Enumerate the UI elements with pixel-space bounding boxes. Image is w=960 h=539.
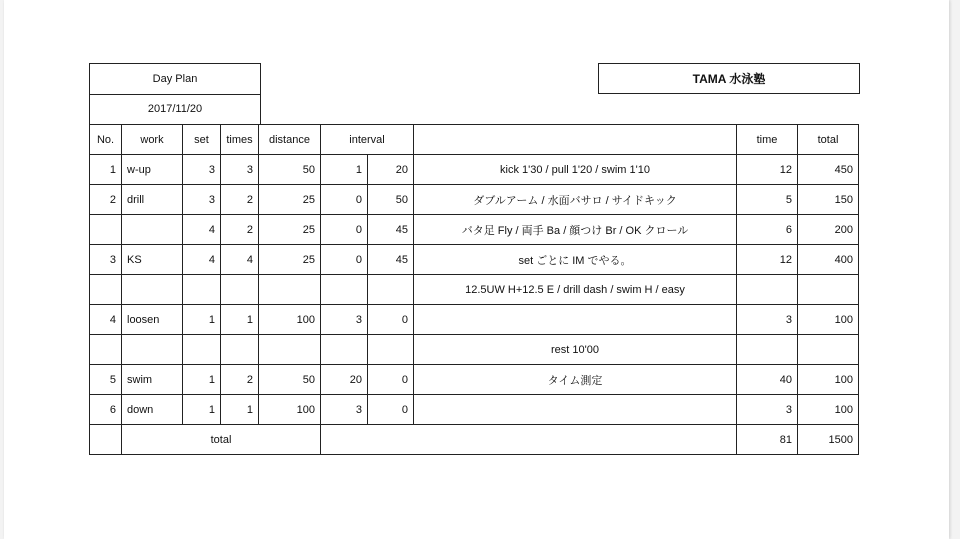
cell-total: 200	[798, 215, 859, 245]
cell-distance: 25	[259, 185, 321, 215]
cell-set: 1	[183, 365, 221, 395]
cell-time	[737, 335, 798, 365]
day-plan-title: Day Plan	[152, 72, 198, 85]
table-row	[90, 335, 859, 365]
cell-content	[414, 395, 737, 425]
cell-work	[122, 275, 183, 305]
cell-no: 6	[90, 395, 122, 425]
cell-interval-sec: 45	[368, 245, 414, 275]
plan-table	[89, 124, 859, 455]
cell-time	[737, 275, 798, 305]
cell-time: 40	[737, 365, 798, 395]
cell-no	[90, 335, 122, 365]
table-row	[90, 185, 859, 215]
cell-no	[90, 215, 122, 245]
cell-interval-min: 0	[321, 215, 368, 245]
cell-total: 100	[798, 395, 859, 425]
footer-time-sum: 81	[737, 425, 798, 455]
cell-set: 1	[183, 395, 221, 425]
footer-empty-span	[321, 425, 737, 455]
cell-no: 1	[90, 155, 122, 185]
cell-interval-min	[321, 275, 368, 305]
cell-no: 5	[90, 365, 122, 395]
cell-total: 100	[798, 365, 859, 395]
cell-content: ダブルアーム / 水面バサロ / サイドキック	[414, 185, 737, 215]
cell-time: 5	[737, 185, 798, 215]
cell-work	[122, 335, 183, 365]
table-footer-row	[90, 425, 859, 455]
cell-work: drill	[122, 185, 183, 215]
cell-work: down	[122, 395, 183, 425]
cell-content: rest 10'00	[414, 335, 737, 365]
cell-time: 12	[737, 245, 798, 275]
cell-times: 1	[221, 395, 259, 425]
table-row	[90, 245, 859, 275]
cell-set: 3	[183, 185, 221, 215]
cell-interval-sec: 20	[368, 155, 414, 185]
cell-interval-min: 20	[321, 365, 368, 395]
cell-distance	[259, 275, 321, 305]
cell-times	[221, 275, 259, 305]
cell-content: バタ足 Fly / 両手 Ba / 顔つけ Br / OK クロール	[414, 215, 737, 245]
table-row	[90, 395, 859, 425]
cell-interval-sec: 45	[368, 215, 414, 245]
cell-interval-min: 0	[321, 185, 368, 215]
table-row	[90, 365, 859, 395]
cell-interval-sec: 0	[368, 395, 414, 425]
cell-total: 150	[798, 185, 859, 215]
header-total: total	[798, 125, 859, 155]
cell-work: swim	[122, 365, 183, 395]
cell-interval-min: 0	[321, 245, 368, 275]
cell-set	[183, 335, 221, 365]
header-work: work	[122, 125, 183, 155]
cell-work: loosen	[122, 305, 183, 335]
cell-distance: 50	[259, 365, 321, 395]
cell-content	[414, 305, 737, 335]
cell-time: 12	[737, 155, 798, 185]
cell-distance: 100	[259, 305, 321, 335]
cell-distance: 25	[259, 245, 321, 275]
cell-total: 100	[798, 305, 859, 335]
cell-interval-sec	[368, 275, 414, 305]
day-plan-box	[89, 63, 261, 125]
table-row	[90, 215, 859, 245]
cell-times: 3	[221, 155, 259, 185]
cell-work	[122, 215, 183, 245]
cell-work: w-up	[122, 155, 183, 185]
cell-work: KS	[122, 245, 183, 275]
cell-times: 2	[221, 365, 259, 395]
header-set: set	[183, 125, 221, 155]
cell-content: 12.5UW H+12.5 E / drill dash / swim H / easy	[414, 275, 737, 305]
cell-time: 3	[737, 395, 798, 425]
cell-distance: 50	[259, 155, 321, 185]
table-header-row	[90, 125, 859, 155]
cell-set: 4	[183, 215, 221, 245]
table-row	[90, 155, 859, 185]
day-plan-date: 2017/11/20	[90, 94, 260, 125]
cell-content: set ごとに IM でやる。	[414, 245, 737, 275]
cell-interval-sec	[368, 335, 414, 365]
cell-distance	[259, 335, 321, 365]
footer-empty-no	[90, 425, 122, 455]
cell-total: 450	[798, 155, 859, 185]
cell-interval-sec: 50	[368, 185, 414, 215]
cell-interval-min: 3	[321, 395, 368, 425]
cell-times: 2	[221, 215, 259, 245]
cell-total: 400	[798, 245, 859, 275]
header-time: time	[737, 125, 798, 155]
cell-interval-min	[321, 335, 368, 365]
header-distance: distance	[259, 125, 321, 155]
cell-time: 6	[737, 215, 798, 245]
cell-times	[221, 335, 259, 365]
cell-content: タイム測定	[414, 365, 737, 395]
cell-set: 4	[183, 245, 221, 275]
table-row	[90, 305, 859, 335]
header-no: No.	[90, 125, 122, 155]
cell-set	[183, 275, 221, 305]
cell-total	[798, 335, 859, 365]
cell-set: 3	[183, 155, 221, 185]
cell-times: 4	[221, 245, 259, 275]
cell-interval-min: 3	[321, 305, 368, 335]
cell-no	[90, 275, 122, 305]
cell-no: 2	[90, 185, 122, 215]
cell-interval-sec: 0	[368, 365, 414, 395]
school-name-box: TAMA 水泳塾	[598, 63, 860, 94]
cell-distance: 25	[259, 215, 321, 245]
cell-interval-sec: 0	[368, 305, 414, 335]
cell-interval-min: 1	[321, 155, 368, 185]
header-interval: interval	[321, 125, 414, 155]
cell-total	[798, 275, 859, 305]
header-content	[414, 125, 737, 155]
cell-set: 1	[183, 305, 221, 335]
cell-time: 3	[737, 305, 798, 335]
header-times: times	[221, 125, 259, 155]
cell-no: 3	[90, 245, 122, 275]
cell-times: 2	[221, 185, 259, 215]
footer-total-sum: 1500	[798, 425, 859, 455]
cell-no: 4	[90, 305, 122, 335]
cell-distance: 100	[259, 395, 321, 425]
table-row	[90, 275, 859, 305]
footer-total-label: total	[122, 425, 321, 455]
cell-times: 1	[221, 305, 259, 335]
cell-content: kick 1'30 / pull 1'20 / swim 1'10	[414, 155, 737, 185]
